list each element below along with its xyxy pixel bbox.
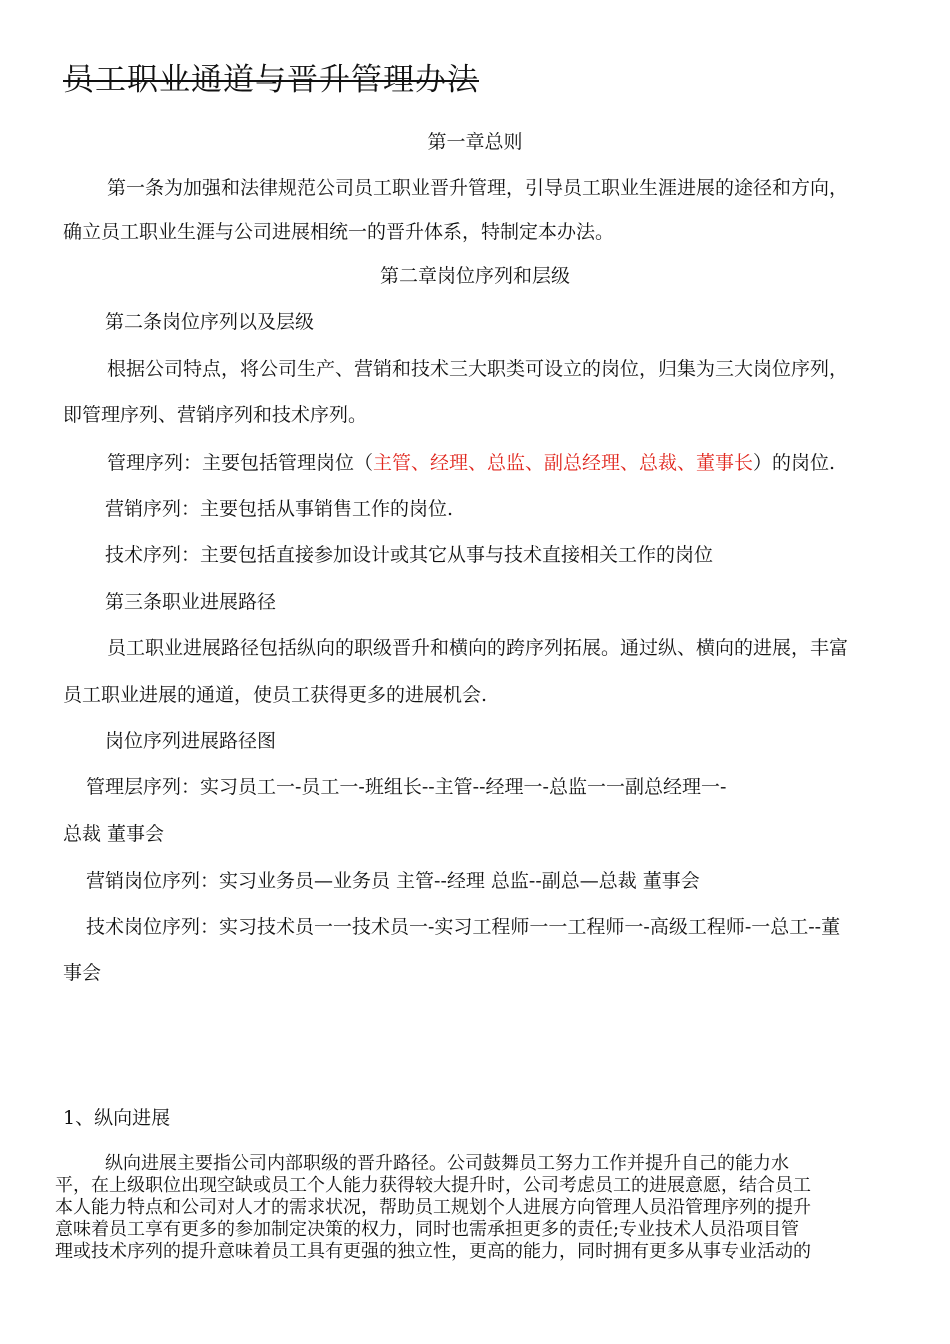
path-chart-title: 岗位序列进展路径图 <box>105 730 277 752</box>
article-2-para-line-2: 即管理序列、营销序列和技术序列。 <box>63 404 368 426</box>
management-sequence-prefix: 管理序列：主要包括管理岗位（ <box>107 452 374 474</box>
management-path-line-1: 管理层序列：实习员工一-员工一-班组长--主管--经理一-总监一一副总经理一- <box>86 776 727 798</box>
article-2-para-line-1: 根据公司特点，将公司生产、营销和技术三大职类可设立的岗位，归集为三大岗位序列， <box>107 358 849 380</box>
document-title: 员工职业通道与晋升管理办法 <box>63 62 479 98</box>
vertical-para-line-5: 理或技术序列的提升意味着员工具有更强的独立性，更高的能力，同时拥有更多从事专业活动的 <box>55 1241 811 1262</box>
tech-path-line-2: 事会 <box>63 962 102 984</box>
article-1-line-1: 第一条为加强和法律规范公司员工职业晋升管理，引导员工职业生涯进展的途径和方向， <box>107 177 849 199</box>
management-sequence-line <box>107 451 835 475</box>
vertical-development-heading: 1、纵向进展 <box>63 1107 171 1129</box>
article-3-title: 第三条职业进展路径 <box>105 591 277 613</box>
vertical-para-line-1: 纵向进展主要指公司内部职级的晋升路径。公司鼓舞员工努力工作并提升自己的能力水 <box>105 1153 789 1174</box>
chapter-2-heading: 第二章岗位序列和层级 <box>379 265 570 287</box>
article-1-line-2: 确立员工职业生涯与公司进展相统一的晋升体系，特制定本办法。 <box>63 221 615 243</box>
vertical-para-line-4: 意味着员工享有更多的参加制定决策的权力，同时也需承担更多的责任;专业技术人员沿项目管 <box>55 1219 800 1240</box>
management-path-line-2: 总裁 董事会 <box>63 823 165 845</box>
sales-path-line: 营销岗位序列：实习业务员—业务员 主管--经理 总监--副总—总裁 董事会 <box>86 870 700 892</box>
tech-sequence-line: 技术序列：主要包括直接参加设计或其它从事与技术直接相关工作的岗位 <box>105 544 714 566</box>
article-3-para-line-2: 员工职业进展的通道，使员工获得更多的进展机会. <box>63 684 488 706</box>
management-sequence-suffix: ）的岗位. <box>753 452 836 474</box>
vertical-para-line-2: 平，在上级职位出现空缺或员工个人能力获得较大提升时，公司考虑员工的进展意愿，结合员工 <box>55 1175 811 1196</box>
management-positions-highlight: 主管、经理、总监、副总经理、总裁、董事长 <box>373 452 754 474</box>
vertical-para-line-3: 本人能力特点和公司对人才的需求状况，帮助员工规划个人进展方向管理人员沿管理序列的提升 <box>55 1197 811 1218</box>
article-2-title: 第二条岗位序列以及层级 <box>105 311 315 333</box>
article-3-para-line-1: 员工职业进展路径包括纵向的职级晋升和横向的跨序列拓展。通过纵、横向的进展，丰富 <box>107 637 849 659</box>
chapter-1-heading: 第一章总则 <box>427 131 523 153</box>
sales-sequence-line: 营销序列：主要包括从事销售工作的岗位. <box>105 498 454 520</box>
tech-path-line-1: 技术岗位序列：实习技术员一一技术员一-实习工程师一一工程师一-高级工程师-一总工--董 <box>86 916 841 938</box>
